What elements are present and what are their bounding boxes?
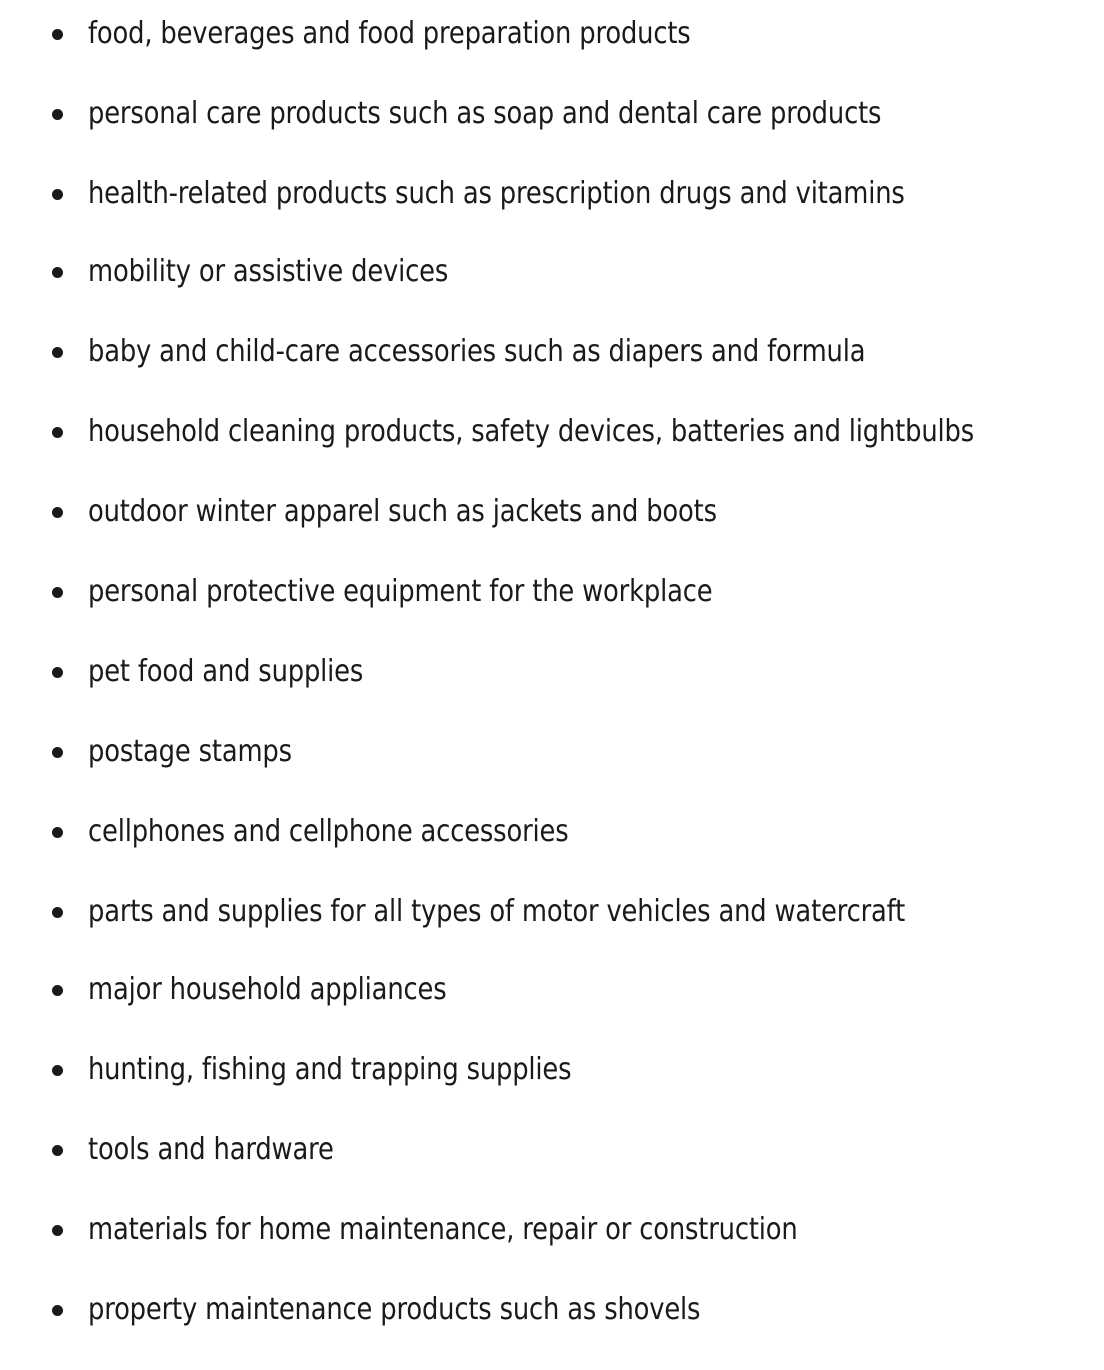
list-item-text: health-related products such as prescription drugs and vitamins [88, 176, 905, 211]
list-item-text: outdoor winter apparel such as jackets and boots [88, 494, 717, 529]
bullet-icon [52, 827, 63, 838]
bullet-icon [52, 667, 63, 678]
bullet-icon [52, 1225, 63, 1236]
bullet-icon [52, 985, 63, 996]
list-item-text: tools and hardware [88, 1132, 334, 1167]
bullet-icon [52, 427, 63, 438]
list-item [0, 812, 1104, 852]
list-item-text: cellphones and cellphone accessories [88, 814, 569, 849]
list-item [0, 572, 1104, 612]
list-item [0, 252, 1104, 292]
list-item-text: personal care products such as soap and dental care products [88, 96, 882, 131]
list-item [0, 492, 1104, 532]
bullet-icon [52, 267, 63, 278]
list-item [0, 1130, 1104, 1170]
list-item-text: major household appliances [88, 972, 447, 1007]
bullet-icon [52, 347, 63, 358]
bullet-icon [52, 109, 63, 120]
list-item-text: parts and supplies for all types of motor vehicles and watercraft [88, 894, 906, 929]
list-item-text: postage stamps [88, 734, 292, 769]
list-item [0, 332, 1104, 372]
bullet-icon [52, 1145, 63, 1156]
list-item-text: materials for home maintenance, repair or construction [88, 1212, 798, 1247]
list-item-text: mobility or assistive devices [88, 254, 449, 289]
bullet-icon [52, 1305, 63, 1316]
bullet-icon [52, 507, 63, 518]
list-item [0, 892, 1104, 932]
bullet-icon [52, 29, 63, 40]
list-item [0, 732, 1104, 772]
list-item [0, 412, 1104, 452]
bullet-icon [52, 907, 63, 918]
list-item [0, 1050, 1104, 1090]
list-item-text: pet food and supplies [88, 654, 364, 689]
list-item-text: personal protective equipment for the workplace [88, 574, 713, 609]
list-item [0, 652, 1104, 692]
bullet-icon [52, 189, 63, 200]
list-item-text: household cleaning products, safety devices, batteries and lightbulbs [88, 414, 974, 449]
bullet-icon [52, 1065, 63, 1076]
list-item [0, 14, 1104, 54]
bullet-icon [52, 587, 63, 598]
list-item-text: baby and child-care accessories such as diapers and formula [88, 334, 866, 369]
list-item [0, 970, 1104, 1010]
list-item-text: food, beverages and food preparation products [88, 16, 691, 51]
list-item-text: property maintenance products such as shovels [88, 1292, 701, 1327]
list-item [0, 1290, 1104, 1330]
list-item [0, 1210, 1104, 1250]
list-item [0, 174, 1104, 214]
list-item [0, 94, 1104, 134]
list-item-text: hunting, fishing and trapping supplies [88, 1052, 572, 1087]
bullet-icon [52, 747, 63, 758]
